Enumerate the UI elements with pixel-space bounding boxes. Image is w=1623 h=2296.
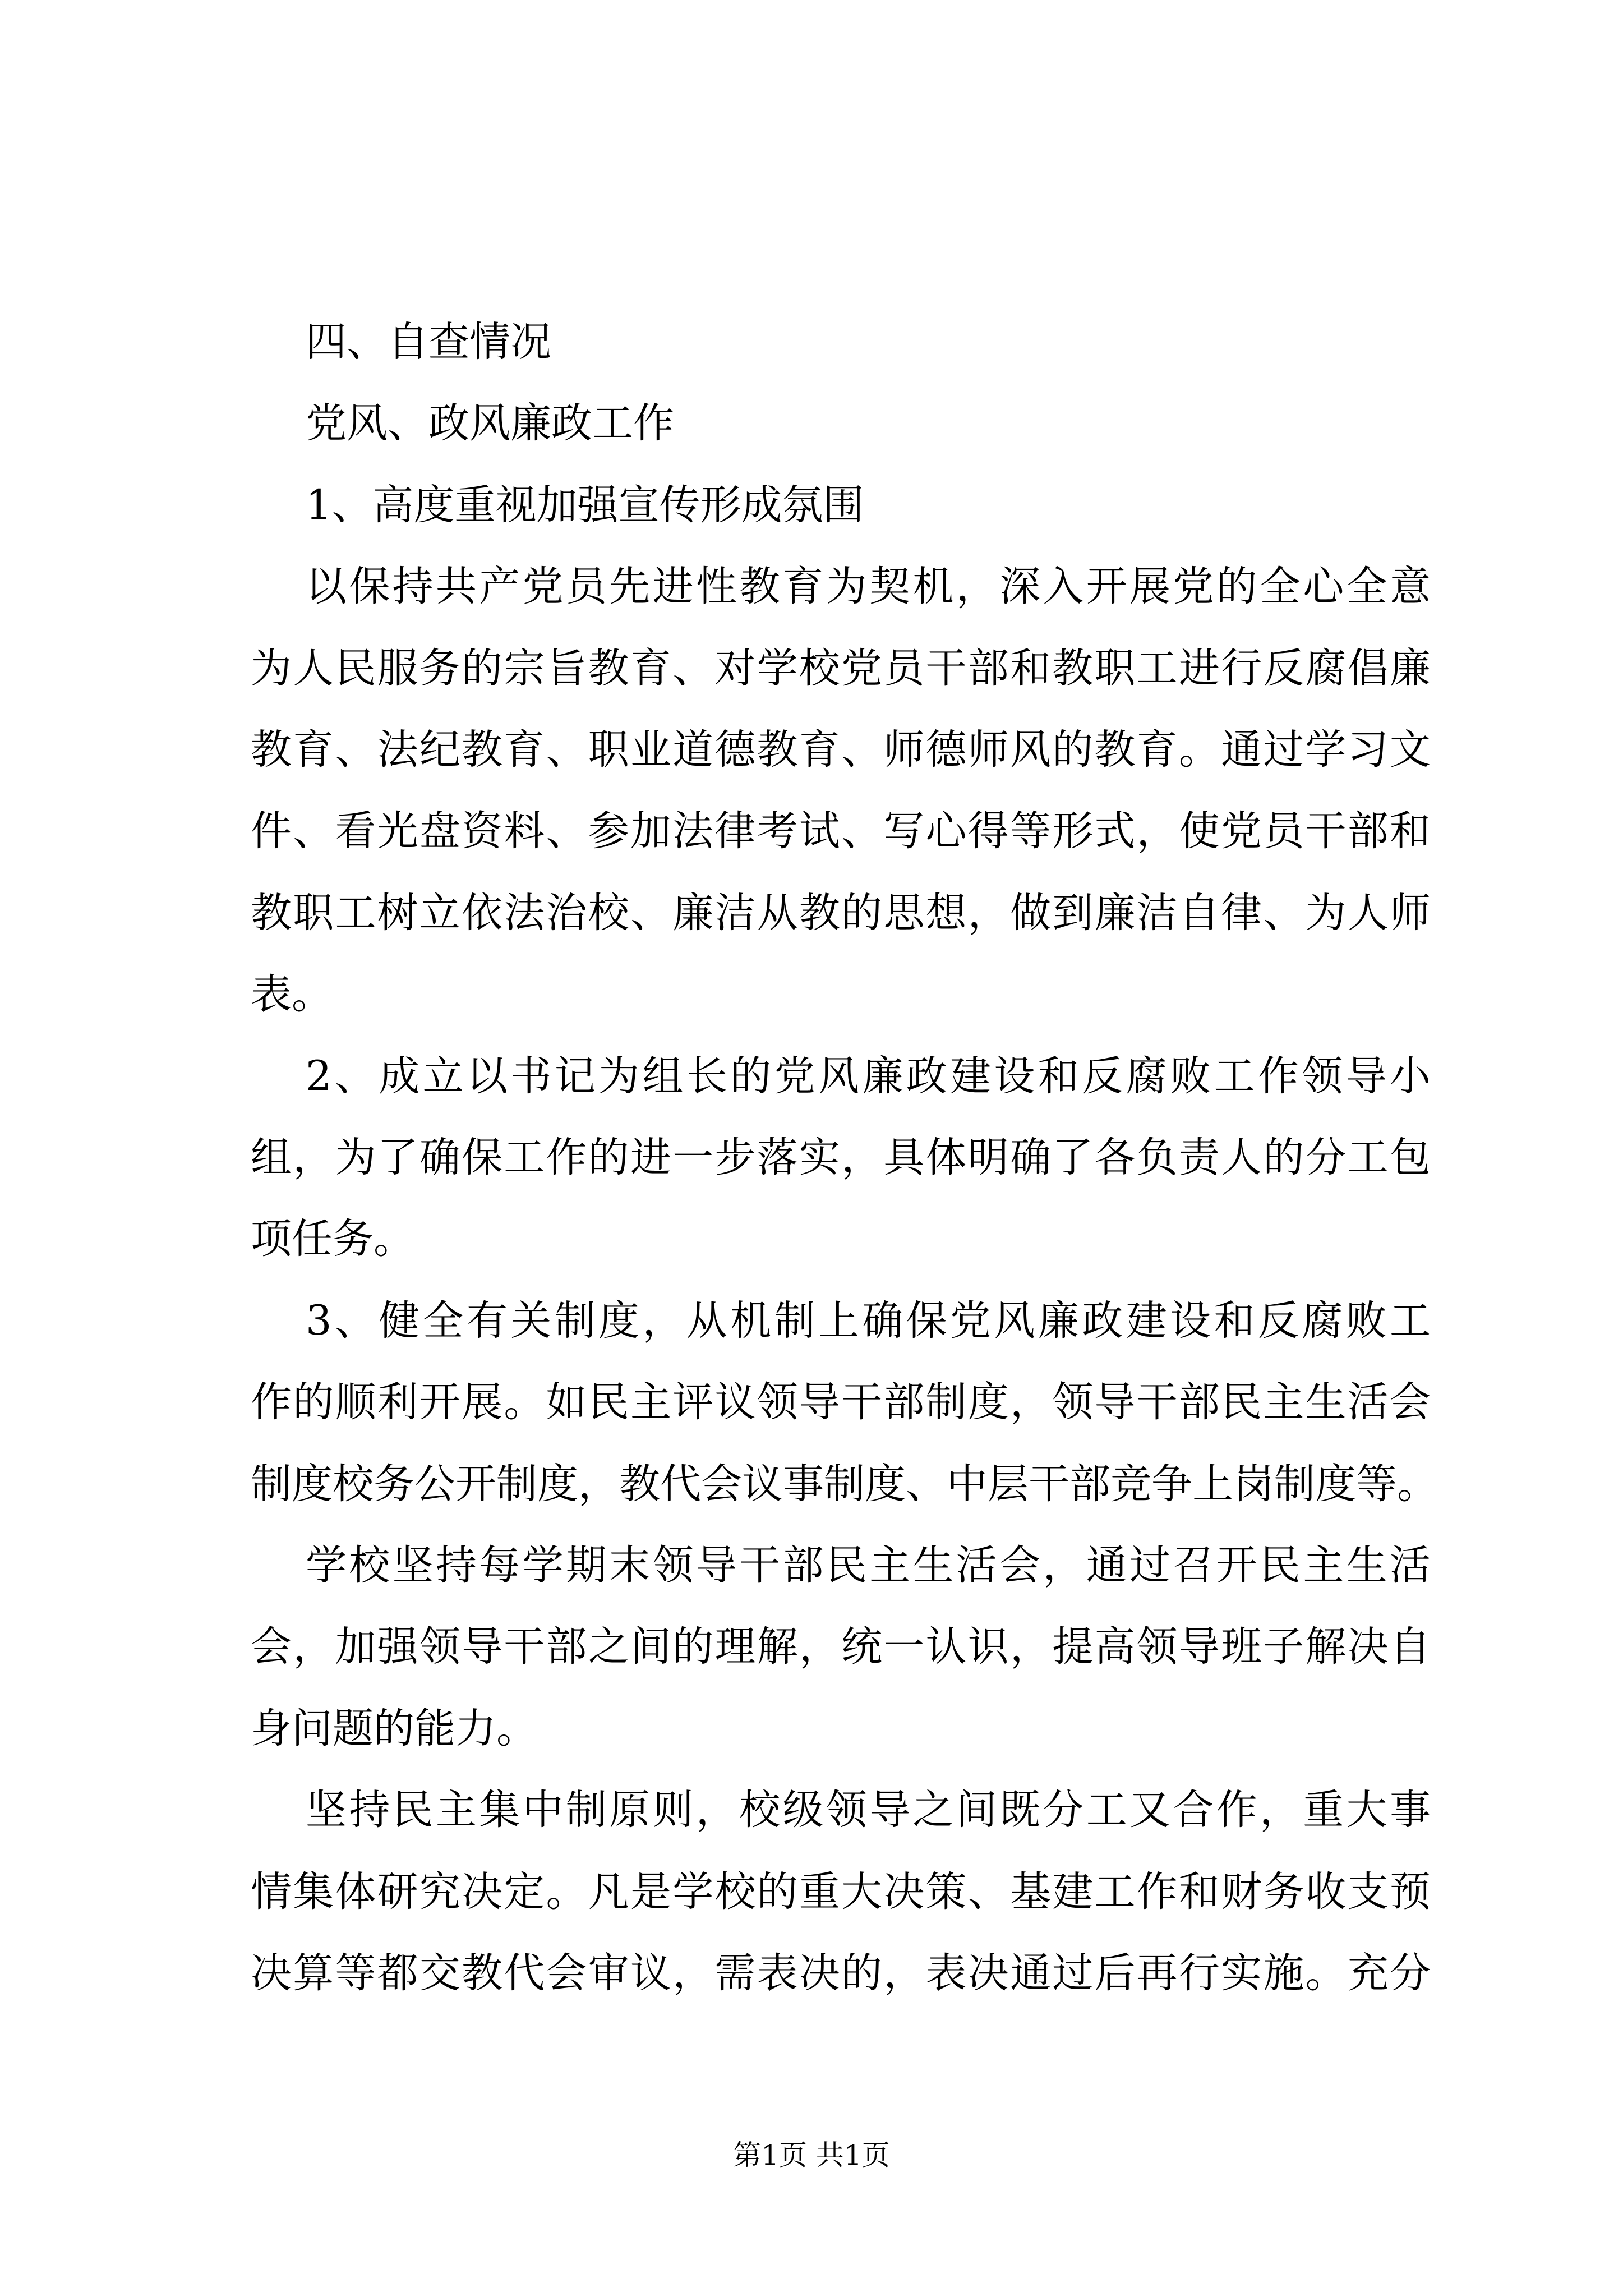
text-line: 教职工树立依法治校、廉洁从教的思想，做到廉洁自律、为人师 (251, 889, 1431, 937)
text-line: 1、高度重视加强宣传形成氛围 (306, 481, 864, 529)
text-line: 学校坚持每学期末领导干部民主生活会，通过召开民主生活 (306, 1542, 1431, 1589)
text-line: 情集体研究决定。凡是学校的重大决策、基建工作和财务收支预 (251, 1867, 1431, 1916)
text-line: 表。 (251, 970, 333, 1019)
text-line: 身问题的能力。 (251, 1704, 537, 1752)
text-line: 教育、法纪教育、职业道德教育、师德师风的教育。通过学习文 (251, 726, 1431, 774)
text-line: 项任务。 (251, 1215, 414, 1263)
text-line: 会，加强领导干部之间的理解，统一认识，提高领导班子解决自 (251, 1623, 1431, 1671)
text-line: 四、自查情况 (306, 318, 551, 366)
text-line: 2、成立以书记为组长的党风廉政建设和反腐败工作领导小 (306, 1052, 1431, 1100)
text-line: 以保持共产党员先进性教育为契机，深入开展党的全心全意 (306, 563, 1431, 611)
text-line: 制度校务公开制度，教代会议事制度、中层干部竞争上岗制度等。 (251, 1460, 1438, 1508)
page-footer: 第1页 共1页 (733, 2139, 890, 2171)
text-line: 为人民服务的宗旨教育、对学校党员干部和教职工进行反腐倡廉 (251, 644, 1431, 692)
text-line: 组，为了确保工作的进一步落实，具体明确了各负责人的分工包 (251, 1134, 1431, 1181)
text-line: 决算等都交教代会审议，需表决的，表决通过后再行实施。充分 (251, 1949, 1431, 1997)
text-line: 党风、政风廉政工作 (306, 399, 674, 448)
text-line: 坚持民主集中制原则，校级领导之间既分工又合作，重大事 (306, 1786, 1431, 1834)
text-line: 3、健全有关制度，从机制上确保党风廉政建设和反腐败工 (306, 1296, 1431, 1345)
text-line: 作的顺利开展。如民主评议领导干部制度，领导干部民主生活会 (251, 1378, 1431, 1427)
text-line: 件、看光盘资料、参加法律考试、写心得等形式，使党员干部和 (251, 807, 1431, 855)
